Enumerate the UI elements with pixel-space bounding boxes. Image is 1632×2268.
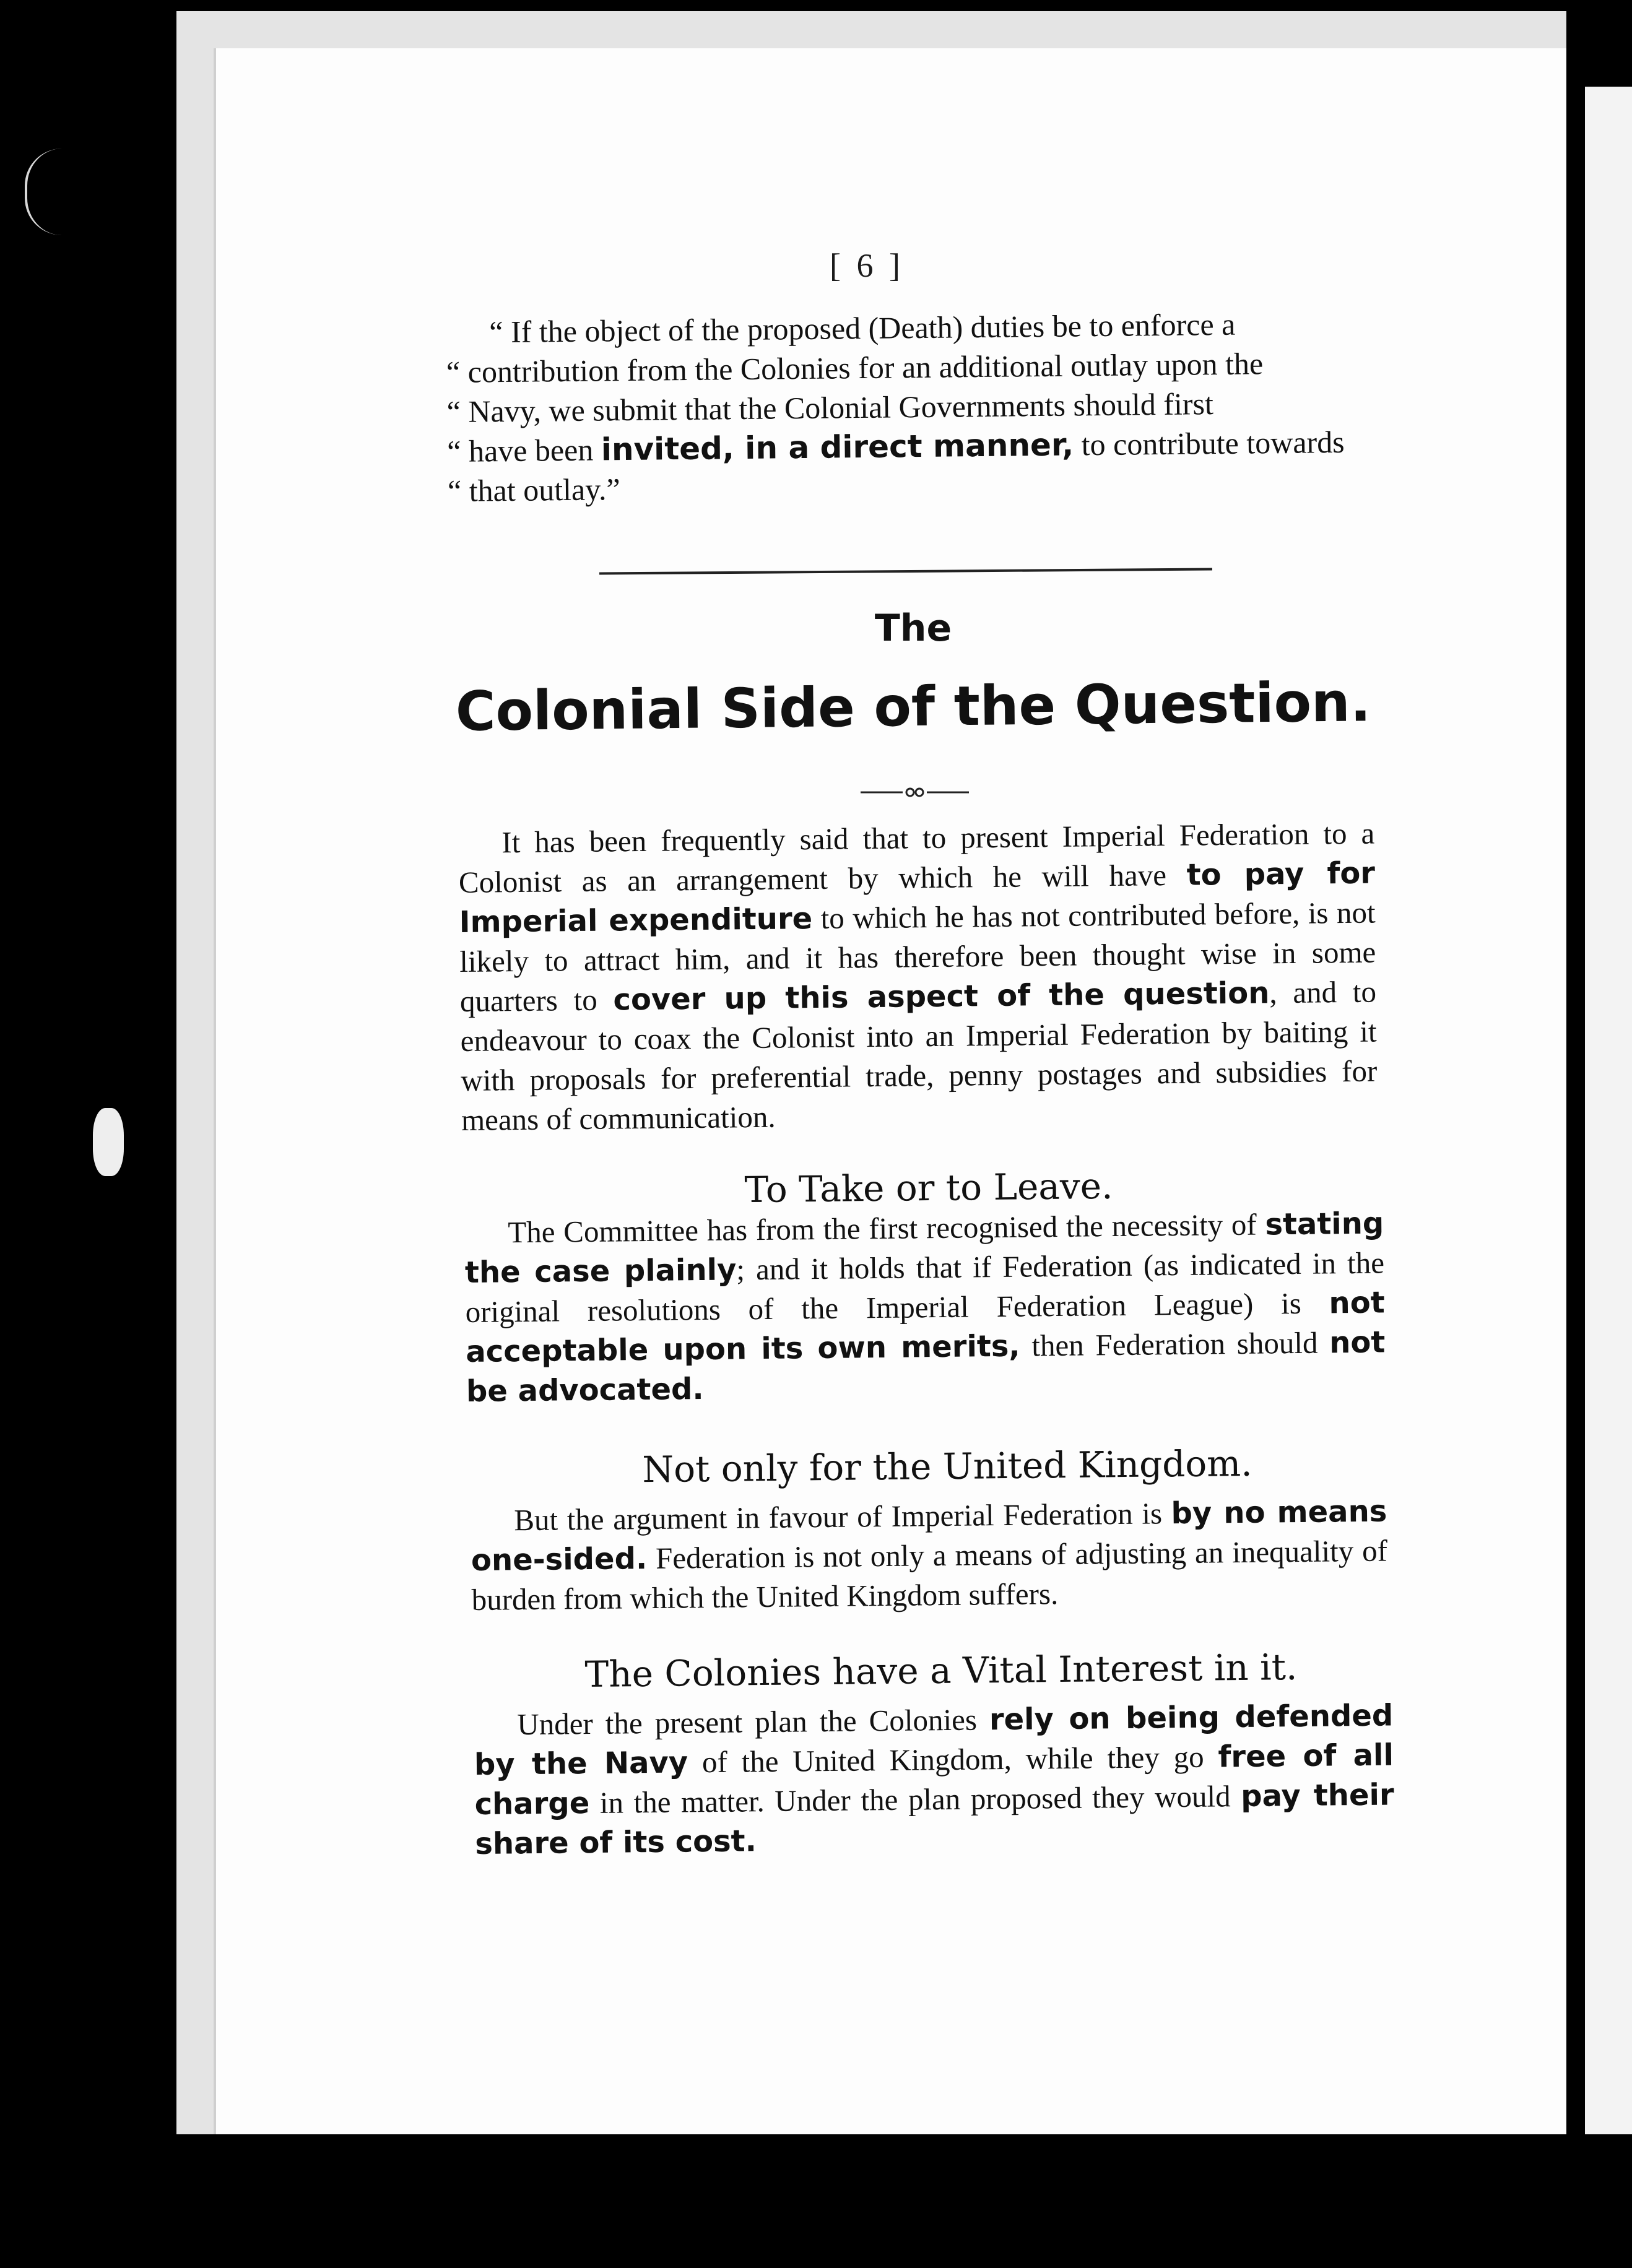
quote-line: “ have been invited, in a direct manner, to contribute towards xyxy=(447,424,1345,469)
emphasis-text: rely on being defended by the Navy xyxy=(474,1698,1394,1782)
body-text: of the United Kingdom, while they go xyxy=(687,1739,1218,1780)
scan-artifact xyxy=(25,149,64,235)
quote-line: “ If the object of the proposed (Death) duties be to enforce a xyxy=(489,306,1236,350)
section-paragraph xyxy=(474,1695,1395,1864)
emphasis-text: stating the case plainly xyxy=(464,1206,1384,1290)
ornament-divider xyxy=(861,786,969,799)
body-text: Under the present plan the Colonies xyxy=(517,1702,990,1742)
scan-artifact xyxy=(93,1108,124,1176)
section-heading: The Colonies have a Vital Interest in it. xyxy=(584,1645,1298,1696)
section-paragraph xyxy=(471,1492,1388,1620)
body-text: , and to endeavour to coax the Colonist into an Imperial Federation by baiting it with proposals for preferential trade, penny postages and subsidies for means of communication. xyxy=(460,974,1378,1137)
adjacent-sheet xyxy=(1585,87,1632,2206)
paragraph xyxy=(471,1492,1388,1620)
intro-paragraph xyxy=(458,814,1378,1140)
heading-prefix: The xyxy=(874,607,952,650)
page-title: Colonial Side of the Question. xyxy=(455,670,1371,743)
paragraph xyxy=(464,1203,1386,1411)
emphasis-text: free of all charge xyxy=(474,1738,1394,1822)
body-text: to which he has not contributed before, is not likely to attract him, and it has therefore been thought wise in some quarters to xyxy=(459,895,1376,1018)
quote-line: “ Navy, we submit that the Colonial Governments should first xyxy=(446,386,1214,429)
emphasis-text: pay their share of its cost. xyxy=(475,1777,1394,1861)
body-text: But the argument in favour of Imperial Federation is xyxy=(514,1496,1171,1538)
emphasis-text: not be advocated. xyxy=(466,1325,1386,1409)
body-text: then Federation should xyxy=(1020,1325,1330,1363)
section-heading: Not only for the United Kingdom. xyxy=(642,1442,1252,1491)
body-text: It has been frequently said that to present Imperial Federation to a Colonist as an arrangement by which he will have xyxy=(458,816,1375,899)
section-heading: To Take or to Leave. xyxy=(744,1164,1113,1211)
section-paragraph xyxy=(464,1203,1386,1411)
quote-line: “ that outlay.” xyxy=(447,472,620,508)
paragraph xyxy=(474,1695,1395,1864)
body-text: in the matter. Under the plan proposed they would xyxy=(589,1779,1241,1820)
scan-edge-bottom xyxy=(0,2134,1632,2268)
body-text: The Committee has from the first recognised the necessity of xyxy=(508,1207,1265,1250)
body-text: ; and it holds that if Federation (as indicated in the original resolutions of the Imperial Federation League) is xyxy=(465,1245,1385,1329)
paragraph xyxy=(458,814,1378,1140)
emphasis-text: cover up this aspect of the question xyxy=(613,976,1270,1018)
emphasis-text: by no means one-sided. xyxy=(471,1494,1387,1578)
emphasis-text: to pay for Imperial expenditure xyxy=(459,855,1376,940)
emphasis-text: not acceptable upon its own merits, xyxy=(466,1285,1385,1369)
body-text: Federation is not only a means of adjusting an inequality of burden from which the United Kingdom suffers. xyxy=(471,1533,1388,1617)
quote-line: “ contribution from the Colonies for an additional outlay upon the xyxy=(446,346,1264,389)
quote-emphasis: invited, in a direct manner, xyxy=(601,426,1074,468)
page-number: [ 6 ] xyxy=(830,247,904,284)
quotation-block xyxy=(446,303,1370,511)
